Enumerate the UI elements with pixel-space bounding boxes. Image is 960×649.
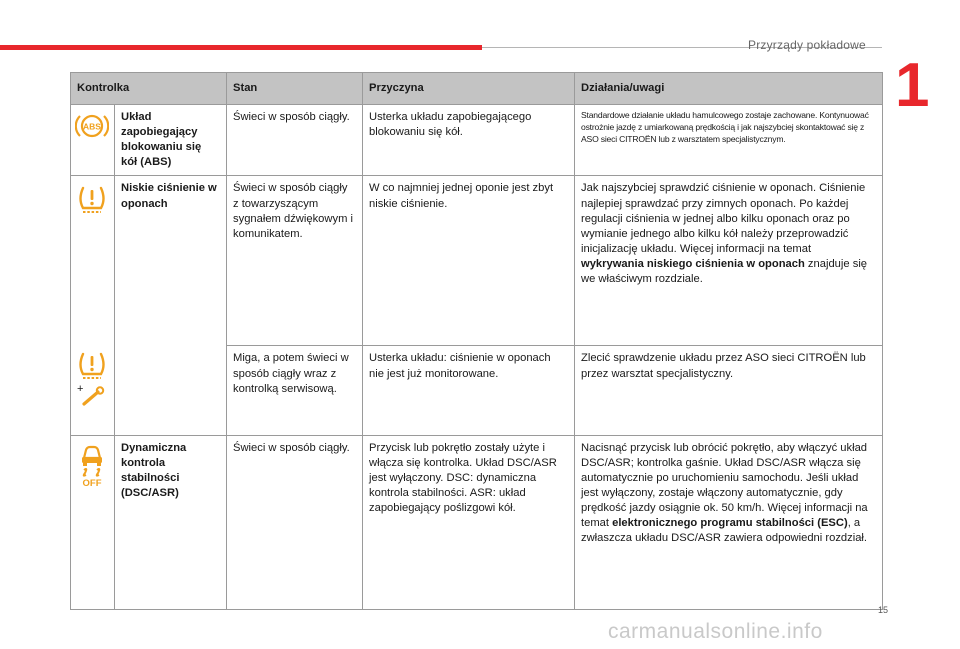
abs-warning-icon bbox=[75, 111, 109, 141]
column-header-indicator: Kontrolka bbox=[71, 73, 227, 105]
dsc-off-icon bbox=[75, 442, 109, 486]
cause-cell: Usterka układu: ciśnienie w oponach nie jest już monitorowane. bbox=[363, 346, 575, 435]
action-cell-emphasis: wykrywania niskiego ciśnienia w oponach bbox=[581, 257, 805, 270]
action-cell: Zlecić sprawdzenie układu przez ASO sieci CITROËN lub przez warsztat specjalistyczny. bbox=[575, 346, 883, 435]
cause-cell: Przycisk lub pokrętło zostały użyte i włącza się kontrolka. Układ DSC/ASR jest wyłączony. DSC: dynamiczna kontrola stabilności. ASR: układ zapobiegający poślizgowi kół. bbox=[363, 435, 575, 609]
state-cell: Miga, a potem świeci w sposób ciągły wraz z kontrolką serwisową. bbox=[227, 346, 363, 435]
icon-cell bbox=[71, 176, 115, 346]
section-title: Przyrządy pokładowe bbox=[748, 38, 866, 52]
cause-cell: Usterka układu zapobiegającego blokowaniu się kół. bbox=[363, 105, 575, 176]
column-header-cause: Przyczyna bbox=[363, 73, 575, 105]
action-cell: Standardowe działanie układu hamulcowego zostaje zachowane. Kontynuować ostrożnie jazdę z umiarkowaną prędkością i jak najszybciej skontaktować się z ASO sieci CITROËN lub z warsztatem specjalistycznym. bbox=[575, 105, 883, 176]
header-accent-bar bbox=[0, 45, 482, 50]
indicator-name: Układ zapobiegający blokowaniu się kół (ABS) bbox=[115, 105, 227, 176]
table-row bbox=[71, 435, 883, 609]
chapter-number: 1 bbox=[895, 51, 930, 120]
indicator-name: Dynamiczna kontrola stabilności (DSC/ASR) bbox=[115, 435, 227, 609]
tyre-pressure-icon bbox=[75, 182, 109, 216]
table-row bbox=[71, 105, 883, 176]
action-cell: Nacisnąć przycisk lub obrócić pokrętło, aby włączyć układ DSC/ASR; kontrolka gaśnie. Układ DSC/ASR włącza się automatycznie po uruchomieniu samochodu. Jeśli układ jest wyłączony, zostaje włączony automatycznie, gdy prędkość jazdy osiągnie ok. 50 km/h. Więcej informacji na temat elektronicznego programu stabilności (ESC), a zwłaszcza układu DSC/ASR zawiera odpowiedni rozdział. bbox=[575, 435, 883, 609]
column-header-state: Stan bbox=[227, 73, 363, 105]
state-cell: Świeci w sposób ciągły. bbox=[227, 435, 363, 609]
page-number: 15 bbox=[878, 605, 889, 615]
table-header-row bbox=[71, 73, 883, 105]
watermark: carmanualsonline.info bbox=[608, 620, 823, 643]
indicator-name-continued bbox=[115, 346, 227, 435]
svg-text:OFF: OFF bbox=[82, 477, 102, 486]
action-cell: Jak najszybciej sprawdzić ciśnienie w oponach. Ciśnienie najlepiej sprawdzać przy zimnych oponach. Po każdej regulacji ciśnienia w jednej albo kilku oponach oraz po wymianie jednego albo kilku kół należy przeprowadzić inicjalizację układu. Więcej informacji na temat wykrywania niskiego ciśnienia w oponach znajduje się we właściwym rozdziale. bbox=[575, 176, 883, 346]
warning-lights-table bbox=[70, 72, 883, 610]
svg-text:ABS: ABS bbox=[83, 121, 101, 132]
state-cell: Świeci w sposób ciągły. bbox=[227, 105, 363, 176]
table-row bbox=[71, 176, 883, 346]
table-row bbox=[71, 346, 883, 435]
column-header-action: Działania/uwagi bbox=[575, 73, 883, 105]
cause-cell: W co najmniej jednej oponie jest zbyt niskie ciśnienie. bbox=[363, 176, 575, 346]
plus-sign: + bbox=[77, 382, 84, 395]
state-cell: Świeci w sposób ciągły z towarzyszącym sygnałem dźwiękowym i komunikatem. bbox=[227, 176, 363, 346]
indicator-name: Niskie ciśnienie w oponach bbox=[115, 176, 227, 346]
icon-cell bbox=[71, 346, 115, 435]
icon-cell bbox=[71, 105, 115, 176]
icon-cell bbox=[71, 435, 115, 609]
action-cell-emphasis: elektronicznego programu stabilności (ESC) bbox=[612, 517, 848, 530]
